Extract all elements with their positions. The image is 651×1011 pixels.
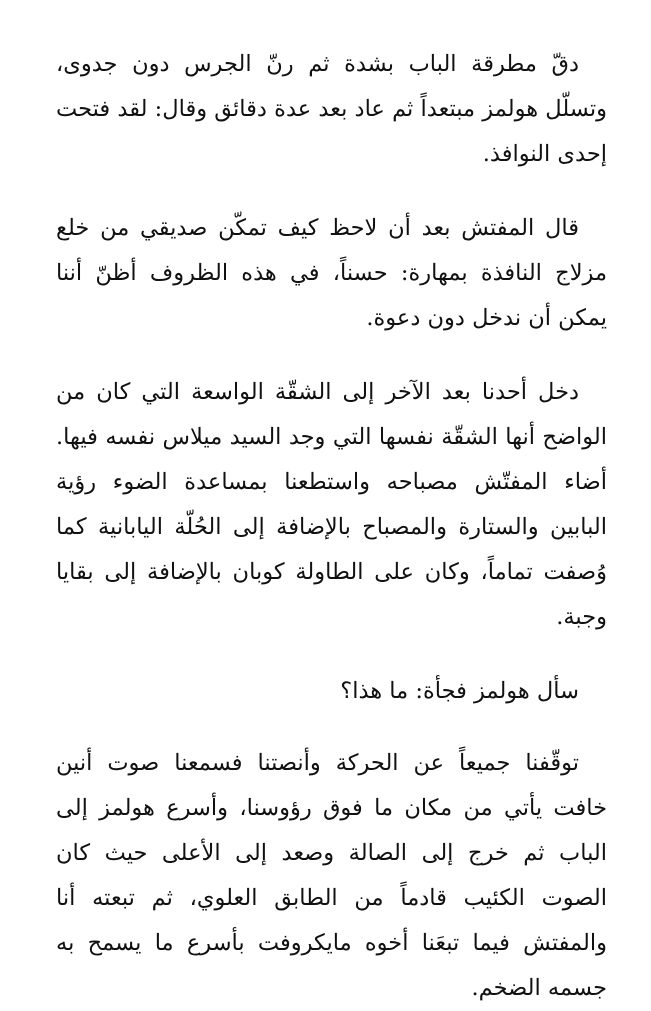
paragraph-2: قال المفتش بعد أن لاحظ كيف تمكّن صديقي من خلع مزلاج النافذة بمهارة: حسناً، في هذه الظروف أظنّ أننا يمكن أن ندخل دون دعوة. (56, 215, 607, 331)
paragraph-1: دقّ مطرقة الباب بشدة ثم رنّ الجرس دون جدوى، وتسلّل هولمز مبتعداً ثم عاد بعد عدة دقائق وقال: لقد فتحت إحدى النوافذ. (56, 51, 607, 167)
paragraph-3: دخل أحدنا بعد الآخر إلى الشقّة الواسعة التي كان من الواضح أنها الشقّة نفسها التي وجد السيد ميلاس نفسه فيها. أضاء المفتّش مصباحه واستطعنا بمساعدة الضوء رؤية البابين والستارة والمصباح بالإضافة إلى الحُلّة اليابانية كما وُصفت تماماً، وكان على الطاولة كوبان بالإضافة إلى بقايا وجبة. (56, 379, 607, 630)
paragraph-4: سأل هولمز فجأة: ما هذا؟ (340, 678, 579, 704)
paragraph-5: توقّفنا جميعاً عن الحركة وأنصتنا فسمعنا صوت أنين خافت يأتي من مكان ما فوق رؤوسنا، وأسرع هولمز إلى الباب ثم خرج إلى الصالة وصعد إلى الأعلى حيث كان الصوت الكئيب قادماً من الطابق العلوي، ثم تبعته أنا والمفتش فيما تبعَنا أخوه مايكروفت بأسرع ما يسمح به جسمه الضخم. (56, 750, 607, 1001)
